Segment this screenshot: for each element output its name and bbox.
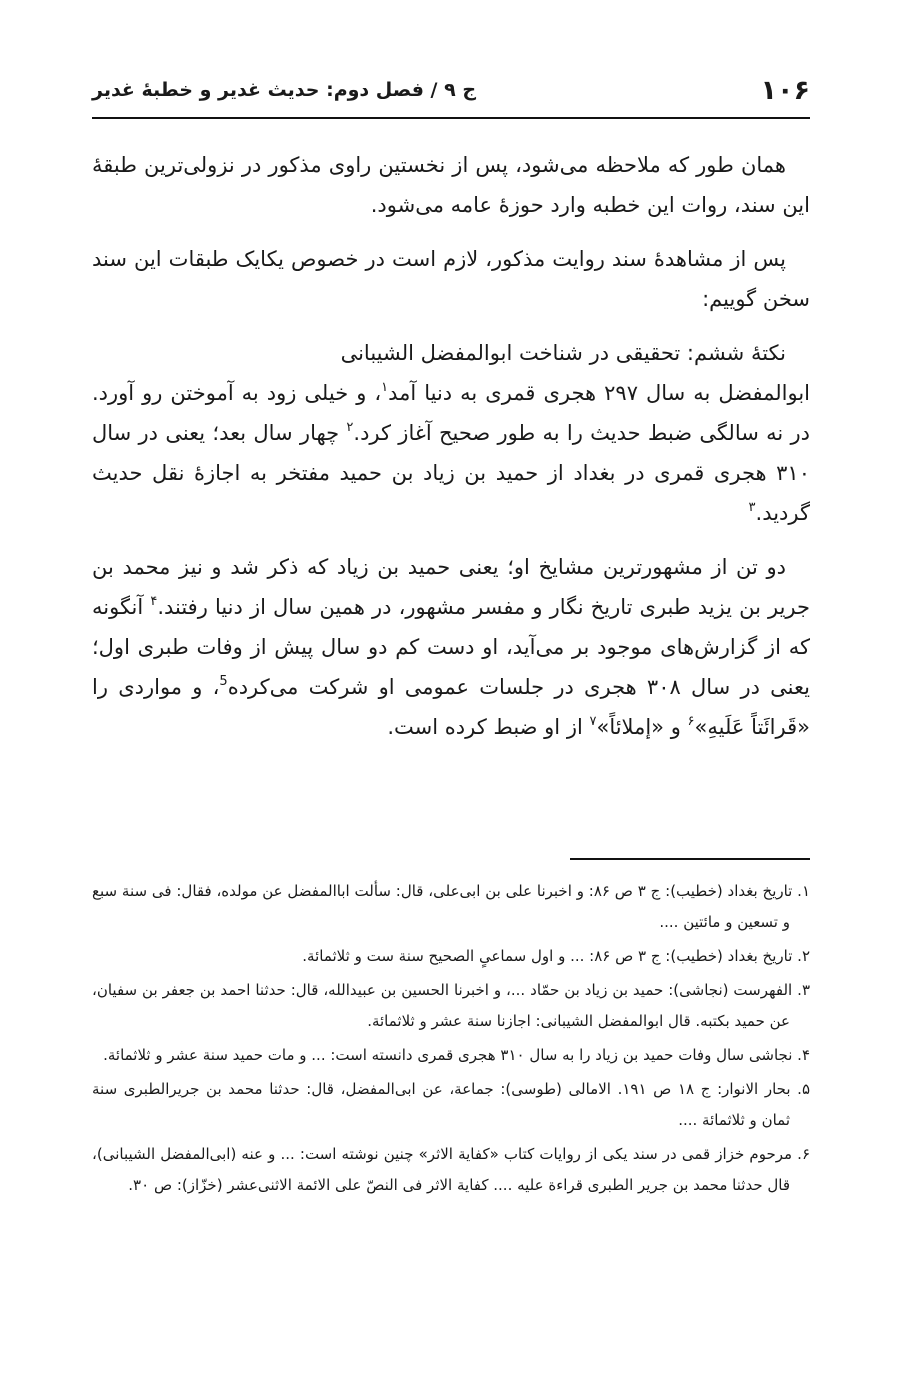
paragraph-4-part-5: از او ضبط کرده است. bbox=[387, 715, 590, 739]
footnote-ref-3: ۳ bbox=[748, 500, 756, 515]
main-text bbox=[92, 145, 810, 747]
footnote-1: ۱. تاریخ بغداد (خطیب): ج ۳ ص ۸۶: و اخبرنا علی بن ابی‌علی، قال: سألت اباالمفضل عن مولده، فقال: فی سنة سبع و تسعین و مائتین .... bbox=[92, 882, 811, 931]
footnote-ref-6: ۶ bbox=[687, 714, 695, 729]
paragraph-2: پس از مشاهدهٔ سند روایت مذکور، لازم است در خصوص یکایک طبقات این سند سخن گوییم: bbox=[92, 247, 810, 311]
footnote-2: ۲. تاریخ بغداد (خطیب): ج ۳ ص ۸۶: ... و اول سماعیٍ الصحیح سنة ست و ثلاثمائة. bbox=[302, 947, 810, 965]
paragraph-4 bbox=[92, 547, 810, 747]
paragraph-1: همان طور که ملاحظه می‌شود، پس از نخستین راوی مذکور در نزولی‌ترین طبقهٔ این سند، روات این خطبه وارد حوزهٔ عامه می‌شود. bbox=[92, 153, 810, 217]
footnotes bbox=[92, 876, 810, 1204]
footnote-4: ۴. نجاشی سال وفات حمید بن زیاد را به سال ۳۱۰ هجری قمری دانسته است: ... و مات حمید سنة عشر و ثلاثمائة. bbox=[103, 1046, 810, 1064]
paragraph-4-part-4: و «إملائاً» bbox=[596, 715, 688, 739]
paragraph-4-part-1: دو تن از مشهورترین مشایخ او؛ یعنی حمید بن زیاد که ذکر شد و نیز محمد بن جریر بن یزید طبری تاریخ نگار و مفسر مشهور، در همین سال از دنیا رفتند. bbox=[92, 555, 811, 619]
footnote-ref-1: ۱ bbox=[381, 380, 389, 395]
section-heading: نکتهٔ ششم: تحقیقی در شناخت ابوالمفضل الشیبانی bbox=[340, 341, 786, 365]
paragraph-3-part-1: ابوالمفضل به سال ۲۹۷ هجری قمری به دنیا آمد bbox=[388, 381, 810, 405]
header-divider bbox=[92, 117, 810, 119]
paragraph-4-part-2: آنگونه که از گزارش‌های موجود بر می‌آید، او دست کم دو سال پیش از وفات طبری اول؛ یعنی در سال ۳۰۸ هجری در جلسات عمومی او شرکت می‌کرده bbox=[92, 595, 810, 699]
footnote-ref-2: ۲ bbox=[346, 420, 354, 435]
paragraph-3-part-3: چهار سال بعد؛ یعنی در سال ۳۱۰ هجری قمری در بغداد از حمید بن زیاد بن حمید مفتخر به اجازهٔ نقل حدیث گردید. bbox=[92, 421, 810, 525]
page-number: ۱۰۶ bbox=[760, 74, 810, 106]
footnote-ref-7: ۷ bbox=[589, 714, 597, 729]
footnote-ref-5: 5 bbox=[219, 674, 228, 689]
running-title: ج ۹ / فصل دوم: حدیث غدیر و خطبهٔ غدیر bbox=[92, 79, 477, 101]
footnote-5: ۵. بحار الانوار: ج ۱۸ ص ۱۹۱. الامالی (طوسی): جماعة، عن ابی‌المفضل، قال: حدثنا محمد بن جریرالطبری سنة ثمان و ثلاثمائة .... bbox=[92, 1080, 811, 1129]
paragraph-3 bbox=[92, 373, 810, 533]
paragraph-4-part-3: ، و مواردی را «قَرائَتاً عَلَیهِ» bbox=[92, 675, 810, 739]
footnote-6: ۶. مرحوم خزاز قمی در سند یکی از روایات کتاب «کفایة الاثر» چنین نوشته است: ... و عنه (ابی‌المفضل الشیبانی)، قال حدثنا محمد بن جریر الطبری قراءة علیه .... کفایة الاثر فی النصّ علی الائمة الاثنی‌عشر (خزّاز): ص ۳۰. bbox=[92, 1145, 810, 1194]
footnote-3: ۳. الفهرست (نجاشی): حمید بن زیاد بن حمّاد ...، و اخبرنا الحسین بن عبیدالله، قال: حدثنا احمد بن جعفر بن سفیان، عن حمید بکتبه. قال ابوالمفضل الشیبانی: اجازنا سنة عشر و ثلاثمائة. bbox=[92, 981, 810, 1030]
paragraph-3-part-2: ، و خیلی زود به آموختن رو آورد. در نه سالگی ضبط حدیث را به طور صحیح آغاز کرد. bbox=[92, 381, 810, 445]
page-header bbox=[92, 68, 810, 112]
footnote-ref-4: ۴ bbox=[150, 594, 158, 609]
footnote-divider bbox=[570, 858, 810, 860]
